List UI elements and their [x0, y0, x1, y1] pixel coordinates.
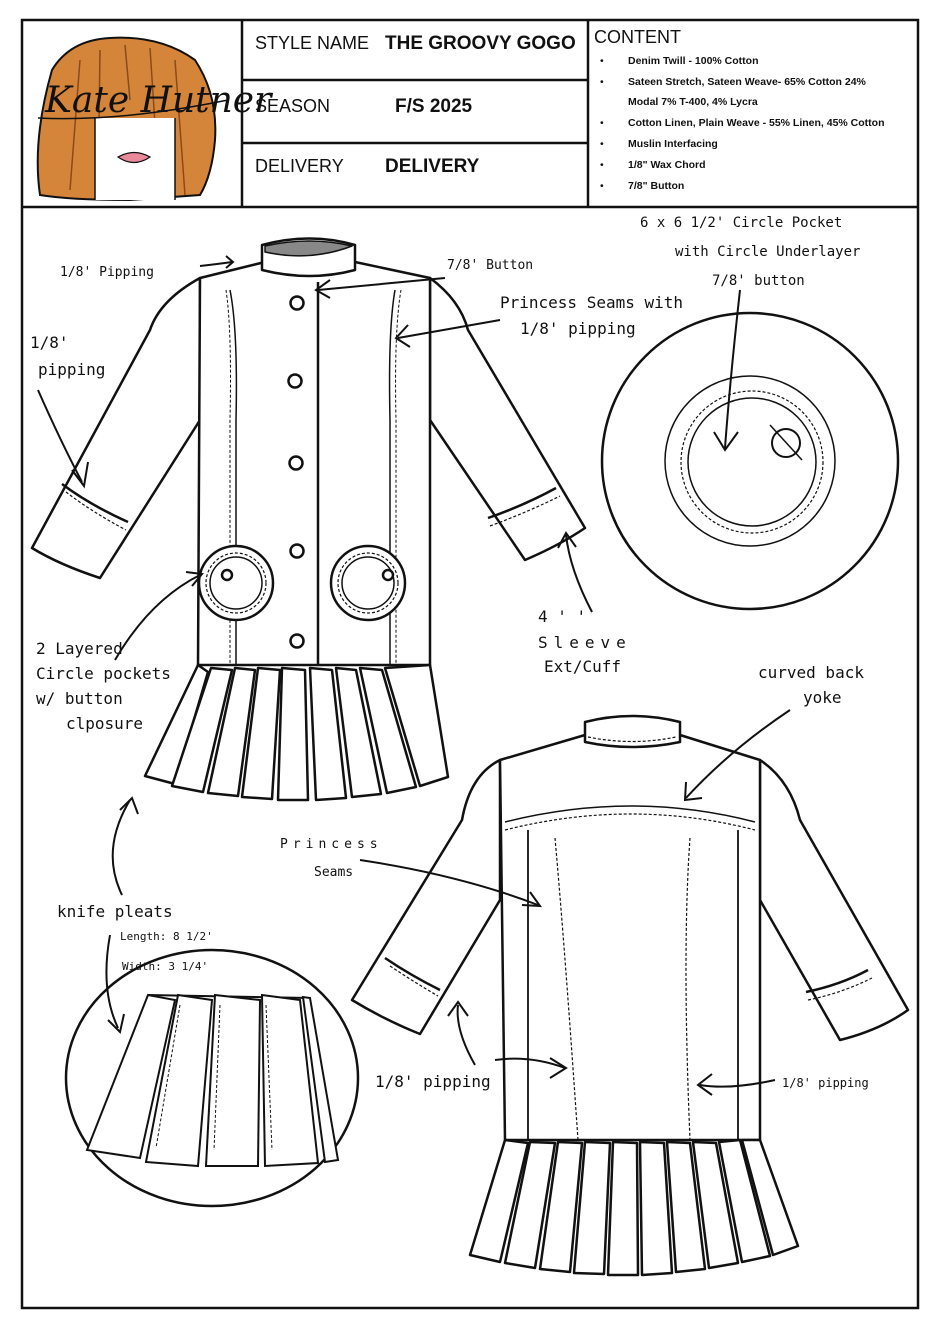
brand-logo: [38, 38, 273, 200]
logo-signature: Kate Hutner: [45, 80, 272, 121]
pipping-left-label: 1/8': [30, 333, 69, 352]
content-title: CONTENT: [594, 27, 681, 47]
sleeve-label-2: Sleeve: [538, 633, 632, 652]
pleat-length-label: Length: 8 1/2': [120, 930, 213, 943]
content-list: [600, 55, 885, 192]
list-bullet: •: [600, 55, 604, 67]
princess-back-label-2: Seams: [314, 865, 354, 880]
pocket-detail-label-2: with Circle Underlayer: [675, 244, 861, 260]
style-name-value: THE GROOVY GOGO: [385, 33, 576, 54]
pleat-width-label: Width: 3 1/4': [122, 960, 209, 973]
content-item: 1/8" Wax Chord: [628, 159, 706, 171]
pipping-back-left-label: 1/8' pipping: [375, 1072, 491, 1091]
pipping-left-label-2: pipping: [38, 360, 106, 379]
pleat-detail: [66, 950, 358, 1206]
season-label: SEASON: [255, 96, 331, 116]
button-top-label: 7/8' Button: [447, 258, 534, 273]
list-bullet: •: [600, 138, 604, 150]
sleeve-label: 4 ' ': [538, 607, 587, 626]
content-item: Sateen Stretch, Sateen Weave- 65% Cotton 24%: [628, 76, 866, 88]
back-garment: [352, 716, 908, 1275]
circle-pockets-label: 2 Layered: [36, 639, 123, 658]
content-item: Muslin Interfacing: [628, 138, 718, 150]
content-item: Modal 7% T-400, 4% Lycra: [628, 96, 758, 108]
delivery-value: DELIVERY: [385, 156, 480, 177]
circle-pockets-label-2: Circle pockets: [36, 664, 171, 683]
content-item: Denim Twill - 100% Cotton: [628, 55, 759, 67]
delivery-label: DELIVERY: [255, 156, 344, 176]
princess-front-label: Princess Seams with: [500, 293, 684, 312]
content-item: 7/8" Button: [628, 180, 685, 192]
list-bullet: •: [600, 159, 604, 171]
pipping-back-right-label: 1/8' pipping: [782, 1076, 869, 1090]
circle-pockets-label-3: w/ button: [36, 689, 123, 708]
pocket-detail-label-3: 7/8' button: [712, 273, 805, 289]
content-item: Cotton Linen, Plain Weave - 55% Linen, 45% Cotton: [628, 117, 885, 129]
back-yoke-label: curved back: [758, 663, 864, 682]
knife-pleats-label: knife pleats: [57, 902, 173, 921]
sleeve-label-3: Ext/Cuff: [544, 657, 622, 676]
style-name-label: STYLE NAME: [255, 33, 370, 53]
list-bullet: •: [600, 180, 604, 192]
pocket-detail-label: 6 x 6 1/2' Circle Pocket: [640, 215, 843, 231]
pocket-detail: [602, 313, 898, 609]
pipping-top-label: 1/8' Pipping: [60, 265, 154, 280]
list-bullet: •: [600, 117, 604, 129]
circle-pockets-label-4: clposure: [66, 714, 144, 733]
list-bullet: •: [600, 76, 604, 88]
season-value: F/S 2025: [395, 96, 473, 117]
princess-front-label-2: 1/8' pipping: [520, 319, 636, 338]
princess-back-label: Princess: [280, 837, 383, 852]
back-yoke-label-2: yoke: [803, 688, 842, 707]
